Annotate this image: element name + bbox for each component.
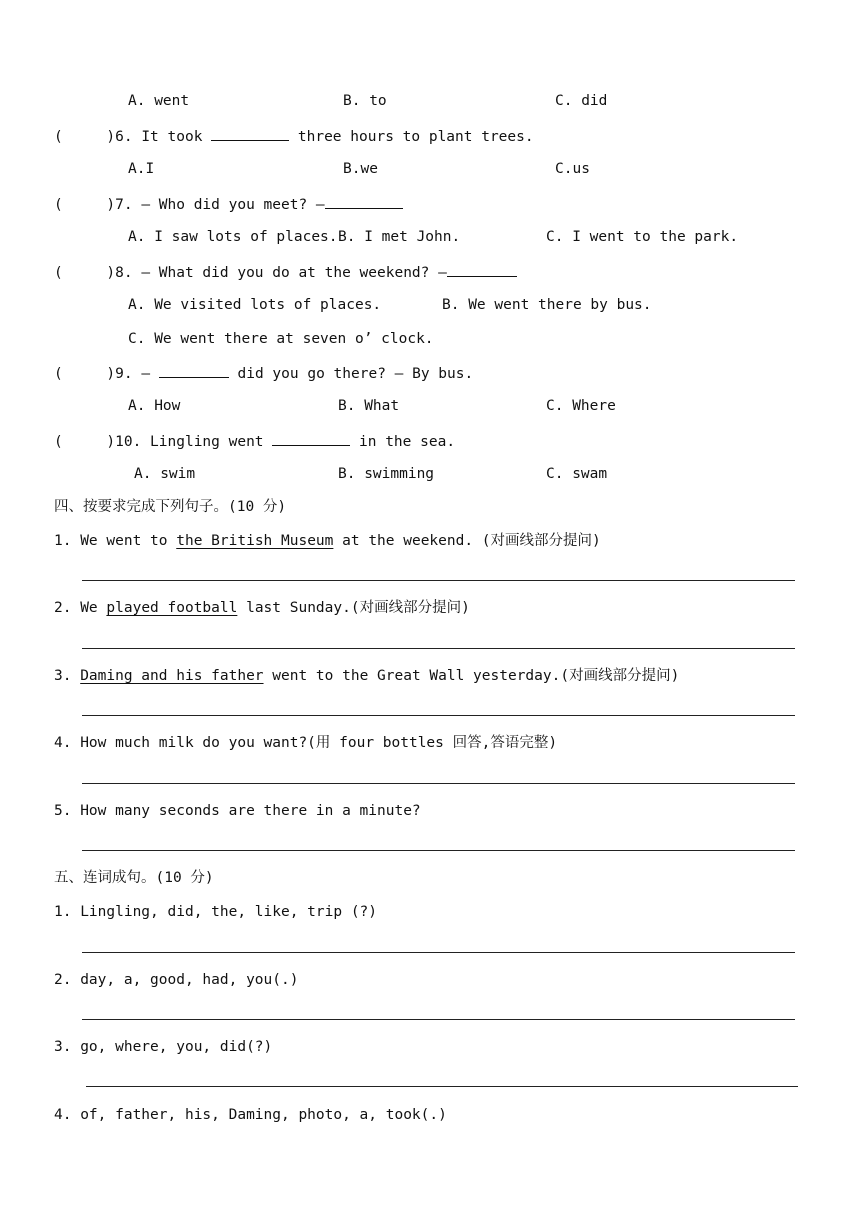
- underlined-part: Daming and his father: [80, 668, 264, 684]
- q5-option-c: C. did: [555, 93, 608, 109]
- answer-paren: ( ): [54, 366, 116, 382]
- q8-option-c: C. We went there at seven o’ clock.: [128, 331, 434, 347]
- q7-option-c: C. I went to the park.: [546, 229, 739, 245]
- underlined-part: played football: [106, 600, 238, 616]
- s4-sentence-4: 4. How much milk do you want?(用 four bottles 回答,答语完整): [54, 735, 558, 751]
- s4-answer-line-3: [82, 715, 795, 716]
- s4-answer-line-4: [82, 783, 795, 784]
- s4-answer-line-2: [82, 648, 795, 649]
- q6-option-b: B.we: [343, 161, 378, 177]
- s5-sentence-3: 3. go, where, you, did(?): [54, 1039, 273, 1055]
- question-number: 6.: [115, 129, 133, 145]
- s5-answer-line-2: [82, 1019, 795, 1020]
- q7-option-a: A. I saw lots of places.: [128, 229, 338, 245]
- s4-answer-line-1: [82, 580, 795, 581]
- s5-answer-line-3: [86, 1086, 798, 1087]
- answer-paren: ( ): [54, 197, 116, 213]
- q9-option-c: C. Where: [546, 398, 616, 414]
- s5-answer-line-1: [82, 952, 795, 953]
- s4-sentence-3: 3. Daming and his father went to the Great Wall yesterday.(对画线部分提问): [54, 668, 680, 684]
- underlined-part: the British Museum: [176, 533, 334, 549]
- question-6: ( )6. It took three hours to plant trees.: [54, 126, 534, 146]
- question-number: 10.: [115, 434, 142, 450]
- q9-option-b: B. What: [338, 398, 400, 414]
- question-number: 7.: [115, 197, 133, 213]
- q6-option-c: C.us: [555, 161, 590, 177]
- q8-option-a: A. We visited lots of places.: [128, 297, 382, 313]
- question-number: 8.: [115, 265, 133, 281]
- s5-sentence-1: 1. Lingling, did, the, like, trip (?): [54, 904, 378, 920]
- question-7: ( )7. — Who did you meet? —: [54, 194, 403, 214]
- q6-option-a: A.I: [128, 161, 155, 177]
- question-10: ( )10. Lingling went in the sea.: [54, 431, 455, 451]
- section-4-title: 四、按要求完成下列句子。(10 分): [54, 499, 287, 515]
- s5-sentence-2: 2. day, a, good, had, you(.): [54, 972, 299, 988]
- s4-sentence-1: 1. We went to the British Museum at the weekend. (对画线部分提问): [54, 533, 601, 549]
- q10-option-c: C. swam: [546, 466, 608, 482]
- answer-paren: ( ): [54, 434, 116, 450]
- s5-sentence-4: 4. of, father, his, Daming, photo, a, took(.): [54, 1107, 447, 1123]
- q5-option-a: A. went: [128, 93, 190, 109]
- answer-paren: ( ): [54, 265, 116, 281]
- question-number: 9.: [115, 366, 133, 382]
- s4-sentence-5: 5. How many seconds are there in a minute?: [54, 803, 421, 819]
- s4-answer-line-5: [82, 850, 795, 851]
- section-5-title: 五、连词成句。(10 分): [54, 870, 214, 886]
- q8-option-b: B. We went there by bus.: [442, 297, 652, 313]
- q5-option-b: B. to: [343, 93, 387, 109]
- question-8: ( )8. — What did you do at the weekend? —: [54, 262, 517, 282]
- fill-blank: [211, 126, 289, 141]
- q9-option-a: A. How: [128, 398, 181, 414]
- q7-option-b: B. I met John.: [338, 229, 461, 245]
- fill-blank: [447, 262, 517, 277]
- fill-blank: [325, 194, 403, 209]
- fill-blank: [272, 431, 350, 446]
- fill-blank: [159, 363, 229, 378]
- question-9: ( )9. — did you go there? — By bus.: [54, 363, 473, 383]
- answer-paren: ( ): [54, 129, 116, 145]
- q10-option-a: A. swim: [134, 466, 196, 482]
- s4-sentence-2: 2. We played football last Sunday.(对画线部分提问): [54, 600, 470, 616]
- q10-option-b: B. swimming: [338, 466, 435, 482]
